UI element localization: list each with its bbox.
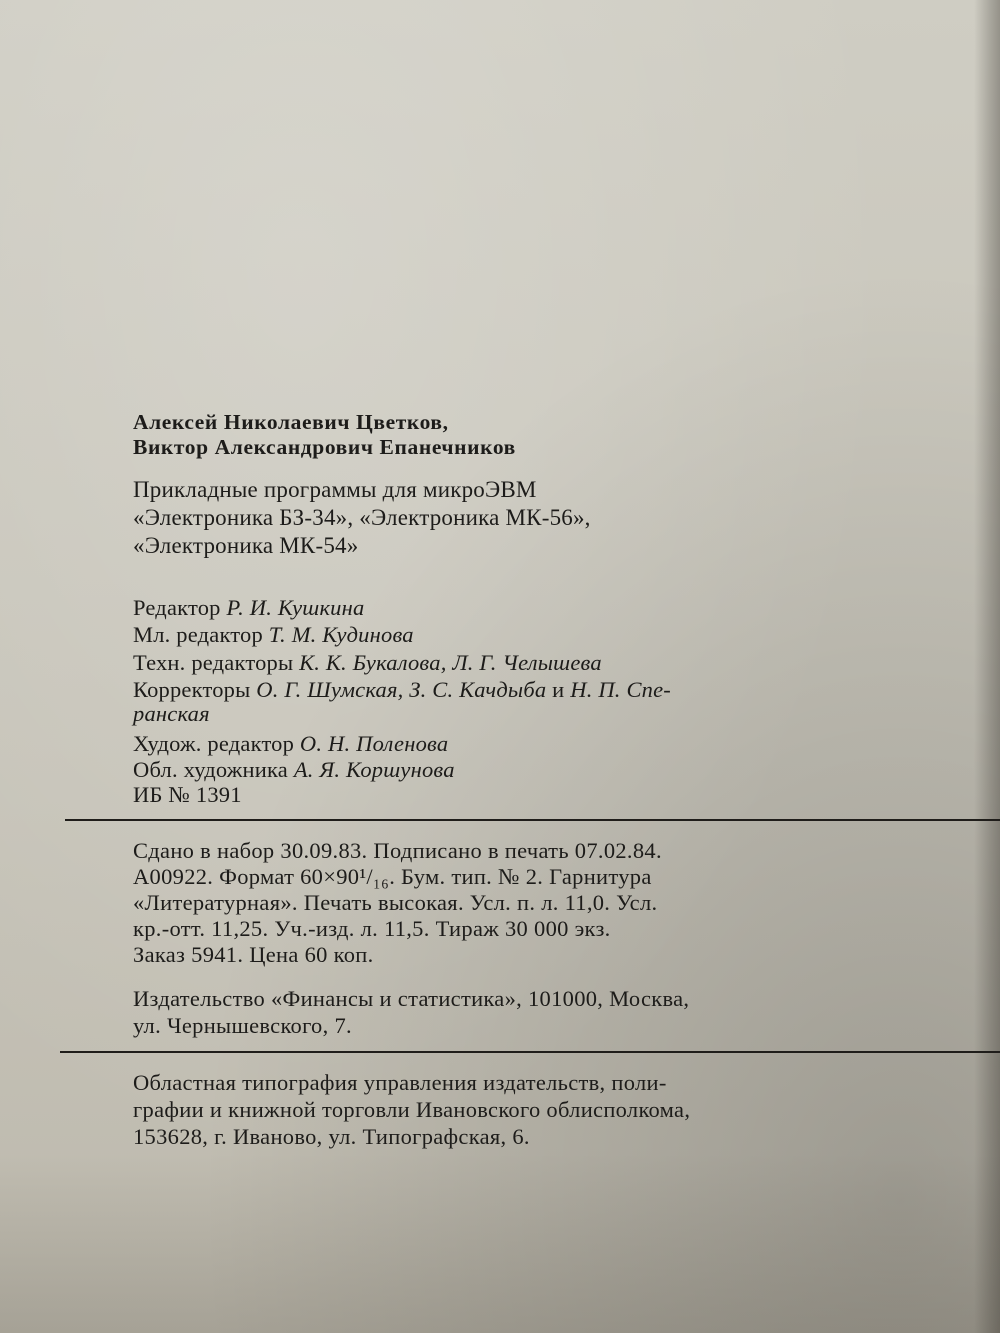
junior-editor-line (133, 622, 414, 648)
correctors-and: и (552, 677, 565, 702)
art-editor-line (133, 731, 448, 757)
imprint-line-1: Сдано в набор 30.09.83. Подписано в печать 07.02.84. (133, 838, 662, 863)
bottom-shadow (0, 1153, 1000, 1333)
correctors-line-2 (133, 701, 210, 727)
correctors-role: Корректоры (133, 677, 251, 702)
imprint-line-4: кр.-отт. 11,25. Уч.-изд. л. 11,5. Тираж 30 000 экз. (133, 916, 611, 941)
publisher-line-1: Издательство «Финансы и статистика», 101000, Москва, (133, 986, 690, 1011)
imprint-line-2: А00922. Формат 60×90¹/₁₆. Бум. тип. № 2. Гарнитура (133, 864, 652, 889)
editor-name: Р. И. Кушкина (226, 595, 365, 620)
divider-top (65, 819, 1000, 821)
printer-line-1: Областная типография управления издательств, поли- (133, 1070, 667, 1095)
imprint-line-3: «Литературная». Печать высокая. Усл. п. л. 11,0. Усл. (133, 890, 658, 915)
author-2: Виктор Александрович Епанечников (133, 435, 516, 459)
printer-line-3: 153628, г. Иваново, ул. Типографская, 6. (133, 1124, 530, 1149)
cover-artist-name: А. Я. Коршунова (293, 757, 455, 782)
title-line-2: «Электроника БЗ-34», «Электроника МК-56», (133, 505, 591, 530)
author-1: Алексей Николаевич Цветков, (133, 410, 449, 434)
junior-editor-role: Мл. редактор (133, 622, 263, 647)
junior-editor-name: Т. М. Кудинова (268, 622, 414, 647)
title-line-3: «Электроника МК-54» (133, 533, 359, 558)
tech-editors-role: Техн. редакторы (133, 650, 294, 675)
title-line-1: Прикладные программы для микроЭВМ (133, 477, 537, 502)
cover-artist-role: Обл. художника (133, 757, 288, 782)
correctors-names: О. Г. Шумская, З. С. Качдыба (256, 677, 547, 702)
publisher-line-2: ул. Чернышевского, 7. (133, 1013, 352, 1038)
printer-line-2: графии и книжной торговли Ивановского облисполкома, (133, 1097, 691, 1122)
editor-role: Редактор (133, 595, 221, 620)
page-edge-shadow (974, 0, 1000, 1333)
imprint-line-5: Заказ 5941. Цена 60 коп. (133, 942, 374, 967)
divider-bottom (60, 1051, 1000, 1053)
correctors-line (133, 677, 671, 703)
art-editor-role: Худож. редактор (133, 731, 295, 756)
editor-line (133, 595, 364, 621)
tech-editors-names: К. К. Букалова, Л. Г. Челышева (299, 650, 602, 675)
correctors-names-continued: ранская (133, 701, 210, 726)
ib-number: ИБ № 1391 (133, 782, 242, 807)
tech-editors-line (133, 650, 602, 676)
cover-artist-line (133, 757, 455, 783)
art-editor-name: О. Н. Поленова (299, 731, 449, 756)
correctors-names-end: Н. П. Спе- (570, 677, 671, 702)
